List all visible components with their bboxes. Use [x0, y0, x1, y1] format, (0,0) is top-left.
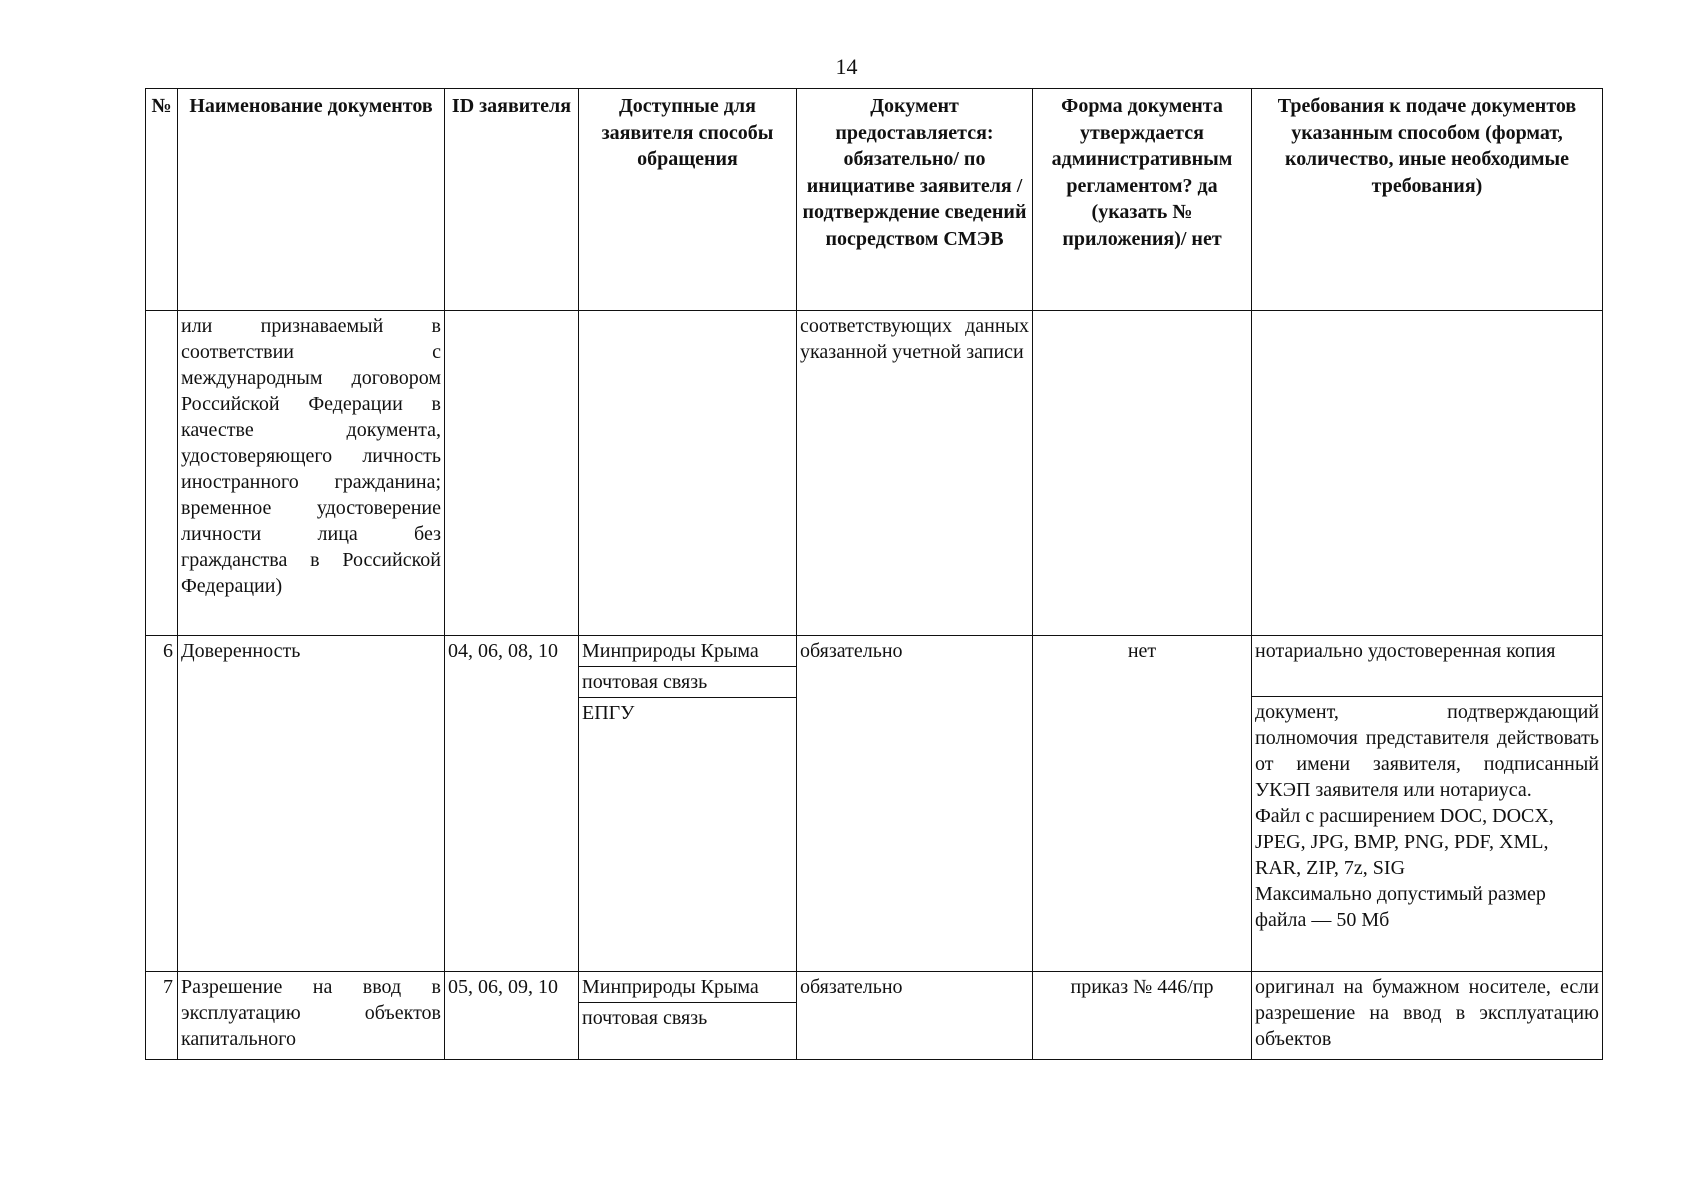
cell-applicant-id	[445, 311, 579, 636]
header-methods: Доступные для заявителя способы обращения	[579, 89, 797, 311]
requirement-file-formats: Файл с расширением DOC, DOCX, JPEG, JPG, BMP, PNG, PDF, XML, RAR, ZIP, 7z, SIG	[1255, 805, 1554, 879]
cell-methods	[579, 311, 797, 636]
requirement-max-size: Максимально допустимый размер файла — 50 Мб	[1255, 883, 1546, 931]
header-number: №	[146, 89, 178, 311]
method-post: почтовая связь	[579, 667, 796, 698]
table-row-6	[146, 636, 1603, 972]
cell-document-name: Доверенность	[178, 636, 445, 972]
cell-applicant-id: 05, 06, 09, 10	[445, 972, 579, 1060]
cell-document-name: Разрешение на ввод в эксплуатацию объектов капитального	[178, 972, 445, 1060]
cell-number: 7	[146, 972, 178, 1060]
cell-form	[1033, 311, 1252, 636]
header-document-name: Наименование документов	[178, 89, 445, 311]
cell-number	[146, 311, 178, 636]
header-provided: Документ предоставляется: обязательно/ по инициативе заявителя /подтверждение сведений посредством СМЭВ	[797, 89, 1033, 311]
method-ministry: Минприроды Крыма	[579, 636, 796, 667]
cell-document-name: или признаваемый в соответствии с международным договором Российской Федерации в качестве документа, удостоверяющего личность иностранного гражданина; временное удостоверение личности лица без гражданства в Российской Федерации)	[178, 311, 445, 636]
table-row-7	[146, 972, 1603, 1060]
table-row-continuation	[146, 311, 1603, 636]
requirement-notarized-copy: нотариально удостоверенная копия	[1252, 636, 1602, 697]
method-post: почтовая связь	[582, 1007, 708, 1029]
cell-form: приказ № 446/пр	[1033, 972, 1252, 1060]
cell-methods	[579, 636, 797, 972]
header-applicant-id: ID заявителя	[445, 89, 579, 311]
cell-requirements	[1252, 636, 1603, 972]
cell-applicant-id: 04, 06, 08, 10	[445, 636, 579, 972]
cell-provided: обязательно	[797, 972, 1033, 1060]
header-row	[146, 89, 1603, 311]
cell-number: 6	[146, 636, 178, 972]
cell-provided: обязательно	[797, 636, 1033, 972]
documents-table	[145, 88, 1603, 1060]
header-form: Форма документа утверждается административным регламентом? да (указать № приложения)/ нет	[1033, 89, 1252, 311]
cell-requirements: оригинал на бумажном носителе, если разрешение на ввод в эксплуатацию объектов	[1252, 972, 1603, 1060]
requirement-epgu-document: документ, подтверждающий полномочия представителя действовать от имени заявителя, подписанный УКЭП заявителя или нотариуса.	[1255, 701, 1599, 801]
cell-form: нет	[1033, 636, 1252, 972]
cell-requirements	[1252, 311, 1603, 636]
cell-provided: соответствующих данных указанной учетной записи	[797, 311, 1033, 636]
method-epgu: ЕПГУ	[582, 702, 635, 724]
header-requirements: Требования к подаче документов указанным способом (формат, количество, иные необходимые требования)	[1252, 89, 1603, 311]
page-number: 14	[835, 54, 858, 79]
method-ministry: Минприроды Крыма	[579, 972, 796, 1003]
cell-methods	[579, 972, 797, 1060]
